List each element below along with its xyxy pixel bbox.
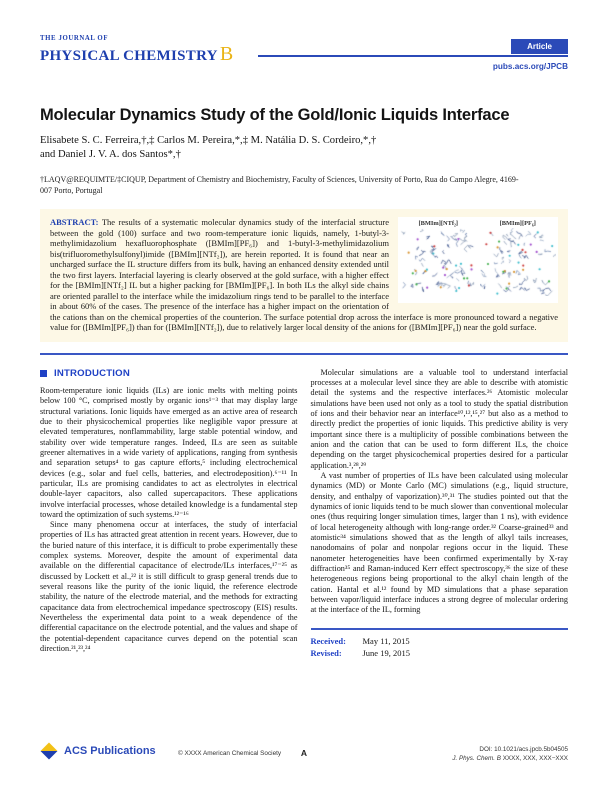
citation-text: J. Phys. Chem. B XXXX, XXX, XXX−XXX: [452, 755, 568, 763]
author-list: [40, 134, 568, 163]
page-title: Molecular Dynamics Study of the Gold/Ionic Liquids Interface: [40, 106, 510, 124]
md-snapshot-pf6-image: [480, 228, 556, 296]
received-revised-box: [311, 628, 569, 660]
body-columns: [40, 368, 568, 660]
panel-label-pf6: [BMIm][PF₆]: [499, 219, 536, 227]
journal-name-main: PHYSICAL CHEMISTRY B: [40, 42, 234, 65]
panel-label-ntf2: [BMIm][NTf₂]: [418, 219, 459, 227]
journal-logo: [40, 36, 233, 64]
graphical-abstract: [398, 217, 558, 303]
header-rule: [258, 55, 568, 57]
publisher-logo: [40, 745, 156, 757]
publisher-name: ACS Publications: [64, 745, 156, 757]
page-footer: [40, 743, 568, 769]
abstract-label: ABSTRACT:: [50, 216, 99, 227]
md-snapshot-panel-right: [480, 220, 557, 301]
journal-header: [40, 34, 568, 80]
revised-row: [311, 647, 569, 659]
received-label: Received:: [310, 635, 346, 646]
doi-text: DOI: 10.1021/acs.jpcb.5b04505: [479, 746, 568, 753]
revised-date: June 19, 2015: [362, 648, 410, 658]
acs-diamond-icon: [41, 743, 58, 760]
article-type-badge: Article: [511, 39, 568, 54]
intro-right-paragraph-1: Molecular simulations are a valuable tool to understand interfacial processes at a molecular level since they are able to describe with atomistic detail the systems and the respective interfaces.²⁶ Atomistic molecular simulations have been used not only as a tool to study the spatial distribution of ions and their behavior near an interface¹⁰,¹²,¹⁵,²⁷ but also as a method to directly predict the properties of ionic liquids. This predictive ability is very important since there is a multiplicity of possible combinations between the anion and the cation that can be used to form different ILs, the choice depending on the target physicochemical properties desired for a particular application.³,²⁸,²⁹: [310, 367, 568, 470]
page-number: A: [300, 748, 308, 758]
affiliation: †LAQV@REQUIMTE/‡CIQUP, Department of Chemistry and Biochemistry, Faculty of Sciences, University of Porto, Rua do Campo Alegre, 4169-007 Porto, Portugal: [40, 174, 519, 195]
intro-left-paragraph-1: Room-temperature ionic liquids (ILs) are ionic melts with melting points below 100 °C, comprised mostly by organic ions¹⁻³ that may display large structural variations. Ionic liquids have emerged as an active area of research due to their physicochemical properties like negligible vapor pressure at elevated temperatures, nonflammability, large stable potential window, and stability over wide temperature ranges. Indeed, ILs are seen as suitable greener alternatives in a wide variety of applications, ranging from synthesis and separation setups⁴ to gas capture efforts,⁵ including electrochemical devices (e.g., solar and fuel cells, batteries, and electrodeposition).⁶⁻¹¹ In particular, ILs are promising candidates to act as electrolytes in electrical double-layer capacitors, also called supercapacitors. These applications involve interfacial processes, whose detailed knowledge is a fundamental step toward the optimization of such systems.¹²⁻¹⁶: [40, 385, 298, 519]
right-column: [311, 368, 569, 660]
intro-right-paragraph-2: A vast number of properties of ILs have been calculated using molecular dynamics (MD) or Monte Carlo (MC) simulations (e.g., liquid structure, density, and enthalpy of vaporization).³⁰,³¹ The studies pointed out that the dynamics of ionic liquids tend to be much slower than conventional molecular ones (thus requiring longer simulation times, larger than 1 ns), with evidence of local heterogeneity although with long-range order.³² Coarse-grained³³ and atomistic³⁴ simulations showed that as the length of alkyl tails increases, nanodomains of polar and nonpolar regions occur in the liquid. These nanometer heterogeneities have been confirmed experimentally by X-ray diffraction³⁵ and Raman-induced Kerr effect spectroscopy,³⁶ the size of these heterogeneous regions being proportional to the alkyl chain length of the cation. Hantal et al.¹² found by MD simulations that a phase separation between vapor/liquid interface induces a strong degree of molecular ordering at the interface of the IL, forming: [310, 471, 568, 615]
copyright-text: © XXXX American Chemical Society: [178, 750, 282, 757]
doi-block: [452, 745, 568, 764]
journal-name-top: THE JOURNAL OF: [40, 35, 109, 42]
revised-label: Revised:: [310, 648, 342, 658]
received-row: [311, 635, 569, 647]
intro-left-paragraph-2: Since many phenomena occur at interfaces, the study of interfacial properties of ILs has attracted great attention in recent years. However, due to the buried nature of this interface, it is difficult to probe experimentally these complex systems. Moreover, despite the amount of experimental data available on the differential capacitance of electrode/ILs interfaces,¹⁷⁻²⁵ as discussed by Lockett et al.,²² it is still difficult to grasp general trends due to several reasons like the purity of the ionic liquid, the reference electrode stability, the nature of the electrode material, and the methods for extracting capacitance data from electrochemical impedance spectroscopy (EIS) results. Nevertheless the experimental data point to a weak dependence of the differential capacitance on the electrode potential, and the values and shape of the potential-dependent capacitance curves depend on the potential scan direction.²¹,²³,²⁴: [40, 520, 298, 654]
received-date: May 11, 2015: [362, 635, 410, 646]
author-line-1: Elisabete S. C. Ferreira,†,‡ Carlos M. Pereira,*,‡ M. Natália D. S. Cordeiro,*,†: [40, 135, 377, 146]
abstract-text: The results of a systematic molecular dynamics study of the interfacial structure between the gold (100) surface and two room-temperature ionic liquids, namely, 1-butyl-3-methylimidazolium hexafluorophosphate ([BMIm][PF₆]) and 1-butyl-3-methylimidazolium bis(trifluoromethylsulfonyl)imide ([BMIm][NTf₂]), are herein reported. It is found that near an uncharged surface the IL structure differs from its bulk, having an enhanced density extended until the two first layers. Interfacial layering is clearly observed at the gold surface, with a higher effect for the [BMIm][NTf₂] IL but a higher packing for [BMIm][PF₆]. In both ILs the alkyl side chains are oriented parallel to the interface while the imidazolium rings tend to be parallel to the interface in about 60% of the cases. The presence of the interface has a higher impact on the orientation of the cations than on the chemical properties of the counterion. The surface potential drop across the interface is more pronounced toward a negative value for ([BMIm][PF₆]) than for ([BMIm][NTf₂]), due to relatively larger local density of the anions for ([BMIm][PF₆]) near the gold surface.: [50, 216, 558, 333]
md-snapshot-panel-left: [400, 220, 477, 301]
author-line-2: and Daniel J. V. A. dos Santos*,†: [40, 149, 181, 161]
md-snapshot-ntf2-image: [400, 228, 476, 296]
left-column: [40, 368, 298, 660]
journal-site-link[interactable]: pubs.acs.org/JPCB: [492, 62, 568, 71]
introduction-heading: INTRODUCTION: [40, 368, 298, 380]
abstract-box: [40, 209, 568, 342]
journal-edition-letter: B: [219, 42, 234, 65]
section-divider-rule: [40, 353, 568, 355]
section-square-icon: [40, 370, 47, 377]
